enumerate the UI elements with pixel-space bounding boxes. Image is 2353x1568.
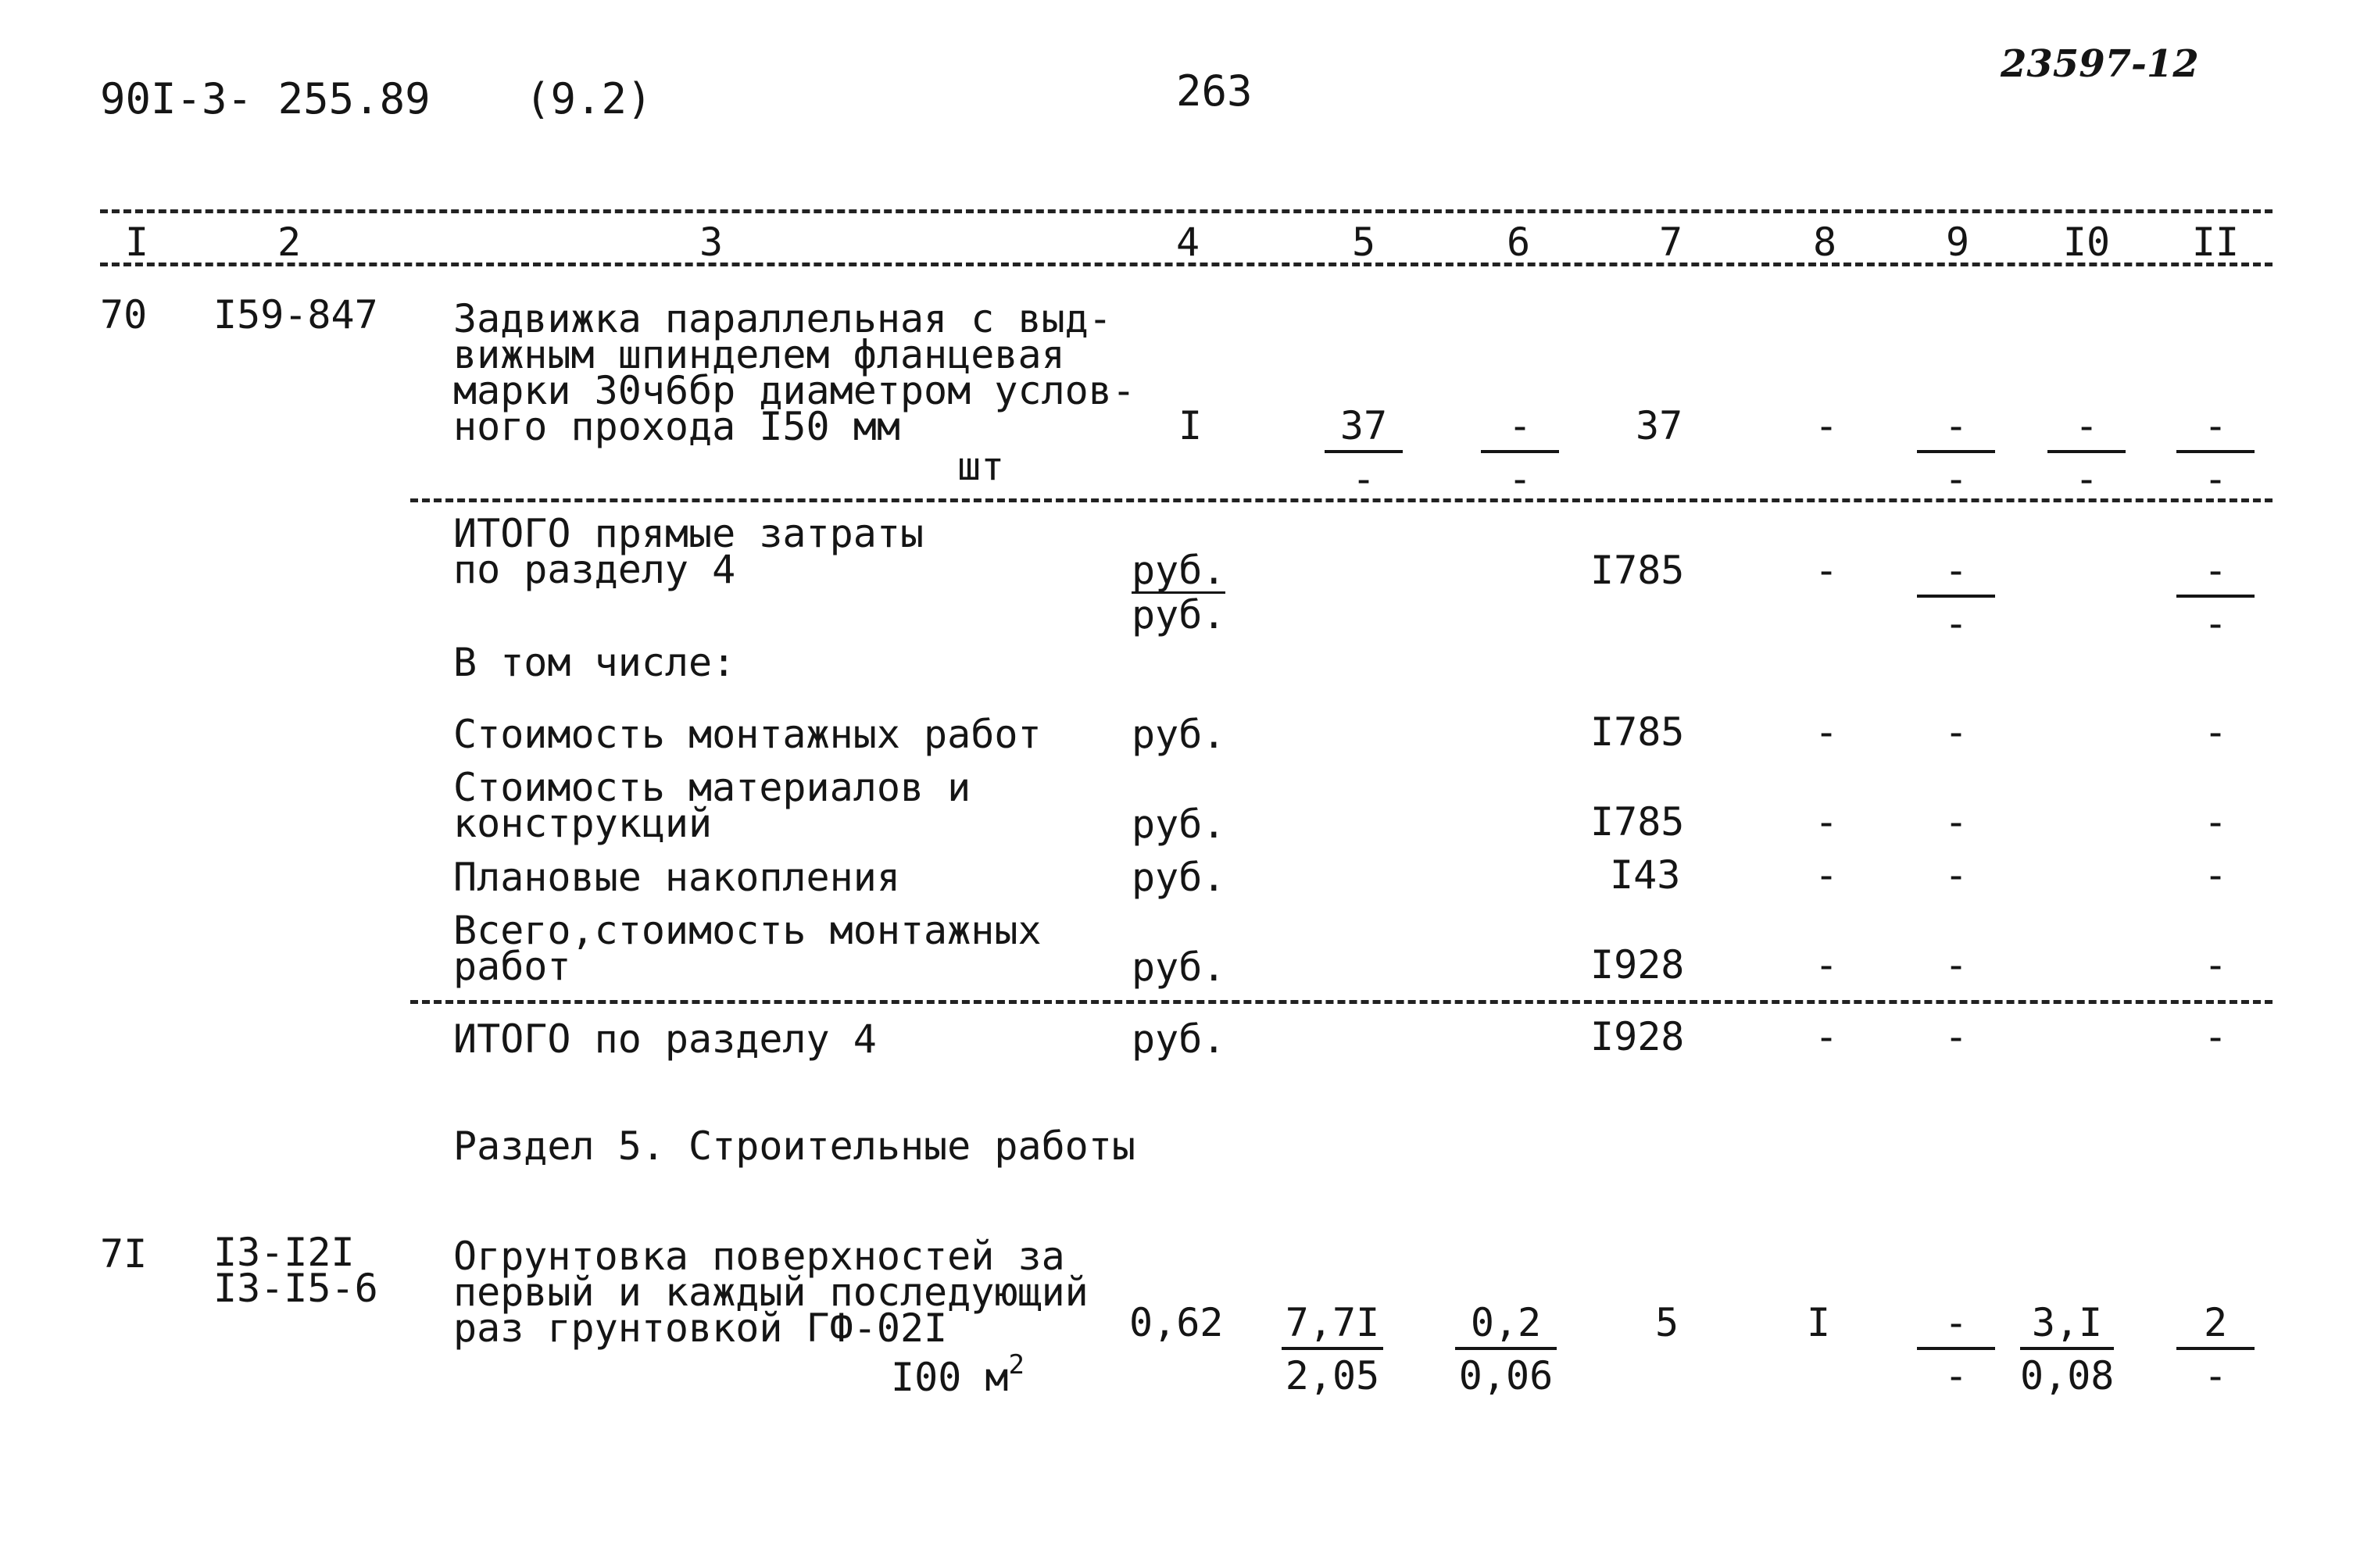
row-number: 7I [100, 1231, 148, 1277]
col7-value: I43 [1610, 852, 1681, 898]
price-code: I3-I2I [213, 1230, 355, 1275]
col9-top: - [1917, 1303, 1995, 1350]
row-number: 70 [100, 292, 148, 338]
column-number: 8 [1812, 220, 1837, 265]
column-number: I [124, 220, 149, 265]
col7-value: I928 [1590, 1014, 1685, 1059]
including-label: В том числе: [453, 640, 736, 685]
col10-bottom: - [2074, 456, 2099, 502]
col8-value: - [1815, 799, 1839, 845]
col11-fraction [2176, 1300, 2255, 1398]
col11-value: - [2204, 709, 2228, 755]
col8-value: - [1815, 1014, 1839, 1059]
item-quantity: 0,62 [1129, 1300, 1224, 1345]
col9-value: - [1944, 942, 1969, 988]
column-number: 6 [1506, 220, 1531, 265]
col9-fraction [1917, 403, 1995, 502]
row-label: ИТОГО по разделу 4 [453, 1016, 877, 1062]
col11-bottom: - [2203, 1353, 2228, 1398]
col7-value: 37 [1636, 403, 1683, 448]
col5-bottom: - [1351, 456, 1376, 502]
row-unit: руб. [1132, 945, 1226, 990]
col11-value: - [2204, 799, 2228, 845]
column-number: II [2191, 220, 2240, 265]
column-number: 4 [1175, 220, 1200, 265]
col10-fraction [2047, 403, 2126, 502]
col8-value: - [1815, 548, 1839, 593]
col9-value: - [1944, 852, 1969, 898]
col9-top: - [1917, 551, 1995, 598]
col5-fraction [1325, 403, 1403, 502]
page-number: 263 [1176, 66, 1253, 116]
col5-bottom: 2,05 [1285, 1353, 1380, 1398]
col7-value: I785 [1590, 799, 1685, 845]
item-description: Огрунтовка поверхностей за первый и каждый последующий раз грунтовкой ГФ-02I [453, 1234, 1089, 1351]
col8-value: - [1815, 942, 1839, 988]
col5-fraction [1282, 1300, 1383, 1398]
col11-value: - [2204, 1014, 2228, 1059]
col6-top: 0,2 [1455, 1303, 1557, 1350]
column-number: 5 [1351, 220, 1376, 265]
col8-value: I [1807, 1300, 1831, 1345]
col11-fraction [2176, 403, 2255, 502]
col9-bottom: - [1944, 456, 1969, 502]
col9-value: - [1944, 1014, 1969, 1059]
col5-top: 37 [1325, 406, 1403, 453]
column-number: 9 [1945, 220, 1970, 265]
row-label: Всего,стоимость монтажных работ [453, 908, 1042, 989]
col9-fraction [1917, 1300, 1995, 1398]
col9-bottom: - [1944, 1353, 1969, 1398]
row-label: Плановые накопления [453, 855, 900, 900]
col8-value: - [1815, 852, 1839, 898]
col7-value: I785 [1590, 548, 1685, 593]
col9-bottom: - [1944, 601, 1969, 646]
col9-fraction [1917, 548, 1995, 646]
col6-fraction [1455, 1300, 1557, 1398]
col8-value: - [1815, 403, 1839, 448]
price-code: I59-847 [213, 292, 378, 338]
unit-bottom: руб. [1132, 592, 1226, 638]
col6-bottom: 0,06 [1458, 1353, 1554, 1398]
col6-fraction [1481, 403, 1559, 502]
row-label: Стоимость материалов и конструкций [453, 765, 971, 846]
col7-value: 5 [1655, 1300, 1679, 1345]
inventory-number: 23597-12 [2001, 42, 2199, 86]
col11-top: 2 [2176, 1303, 2255, 1350]
header-bottom-rule [100, 263, 2273, 266]
section-reference: (9.2) [525, 74, 653, 123]
col10-fraction [2020, 1300, 2115, 1398]
item-description: Задвижка параллельная с выд- вижным шпинделем фланцевая марки 30ч6бр диаметром услов- ного прохода I50 мм [453, 296, 1135, 449]
col10-top: - [2047, 406, 2126, 453]
col7-value: I785 [1590, 709, 1685, 755]
unit-exponent: 2 [1008, 1349, 1025, 1380]
col10-bottom: 0,08 [2020, 1353, 2115, 1398]
row-label: Стоимость монтажных работ [453, 712, 1042, 757]
col6-top: - [1481, 406, 1559, 453]
col11-bottom: - [2203, 601, 2228, 646]
col6-bottom: - [1507, 456, 1532, 502]
col11-bottom: - [2203, 456, 2228, 502]
section-5-title: Раздел 5. Строительные работы [453, 1123, 1135, 1169]
item-unit: шт [957, 444, 1005, 489]
total-direct-unit-fraction [1132, 548, 1226, 638]
document-code: 90I-3- 255.89 [100, 74, 431, 123]
item-quantity: I [1178, 403, 1203, 448]
col9-top: - [1917, 406, 1995, 453]
col11-top: - [2176, 551, 2255, 598]
column-number: I0 [2062, 220, 2111, 265]
row-unit: руб. [1132, 712, 1226, 757]
col5-top: 7,7I [1282, 1303, 1383, 1350]
col11-value: - [2204, 942, 2228, 988]
unit-value: I00 м [891, 1355, 1009, 1400]
column-number: 7 [1658, 220, 1683, 265]
row-unit: руб. [1132, 1016, 1226, 1062]
col11-top: - [2176, 406, 2255, 453]
unit-top: руб. [1132, 548, 1226, 593]
column-number: 2 [277, 220, 302, 265]
item-unit [891, 1349, 1025, 1400]
col8-value: - [1815, 709, 1839, 755]
row-separator [410, 1000, 2273, 1004]
row-separator [410, 498, 2273, 502]
col11-value: - [2204, 852, 2228, 898]
price-code: I3-I5-6 [213, 1266, 378, 1311]
col7-value: I928 [1590, 942, 1685, 988]
col9-value: - [1944, 709, 1969, 755]
header-top-rule [100, 209, 2273, 213]
col11-fraction [2176, 548, 2255, 646]
total-direct-label: ИТОГО прямые затраты по разделу 4 [453, 511, 924, 592]
col9-value: - [1944, 799, 1969, 845]
column-number: 3 [699, 220, 724, 265]
row-unit: руб. [1132, 855, 1226, 900]
row-unit: руб. [1132, 802, 1226, 847]
col10-top: 3,I [2020, 1303, 2114, 1350]
